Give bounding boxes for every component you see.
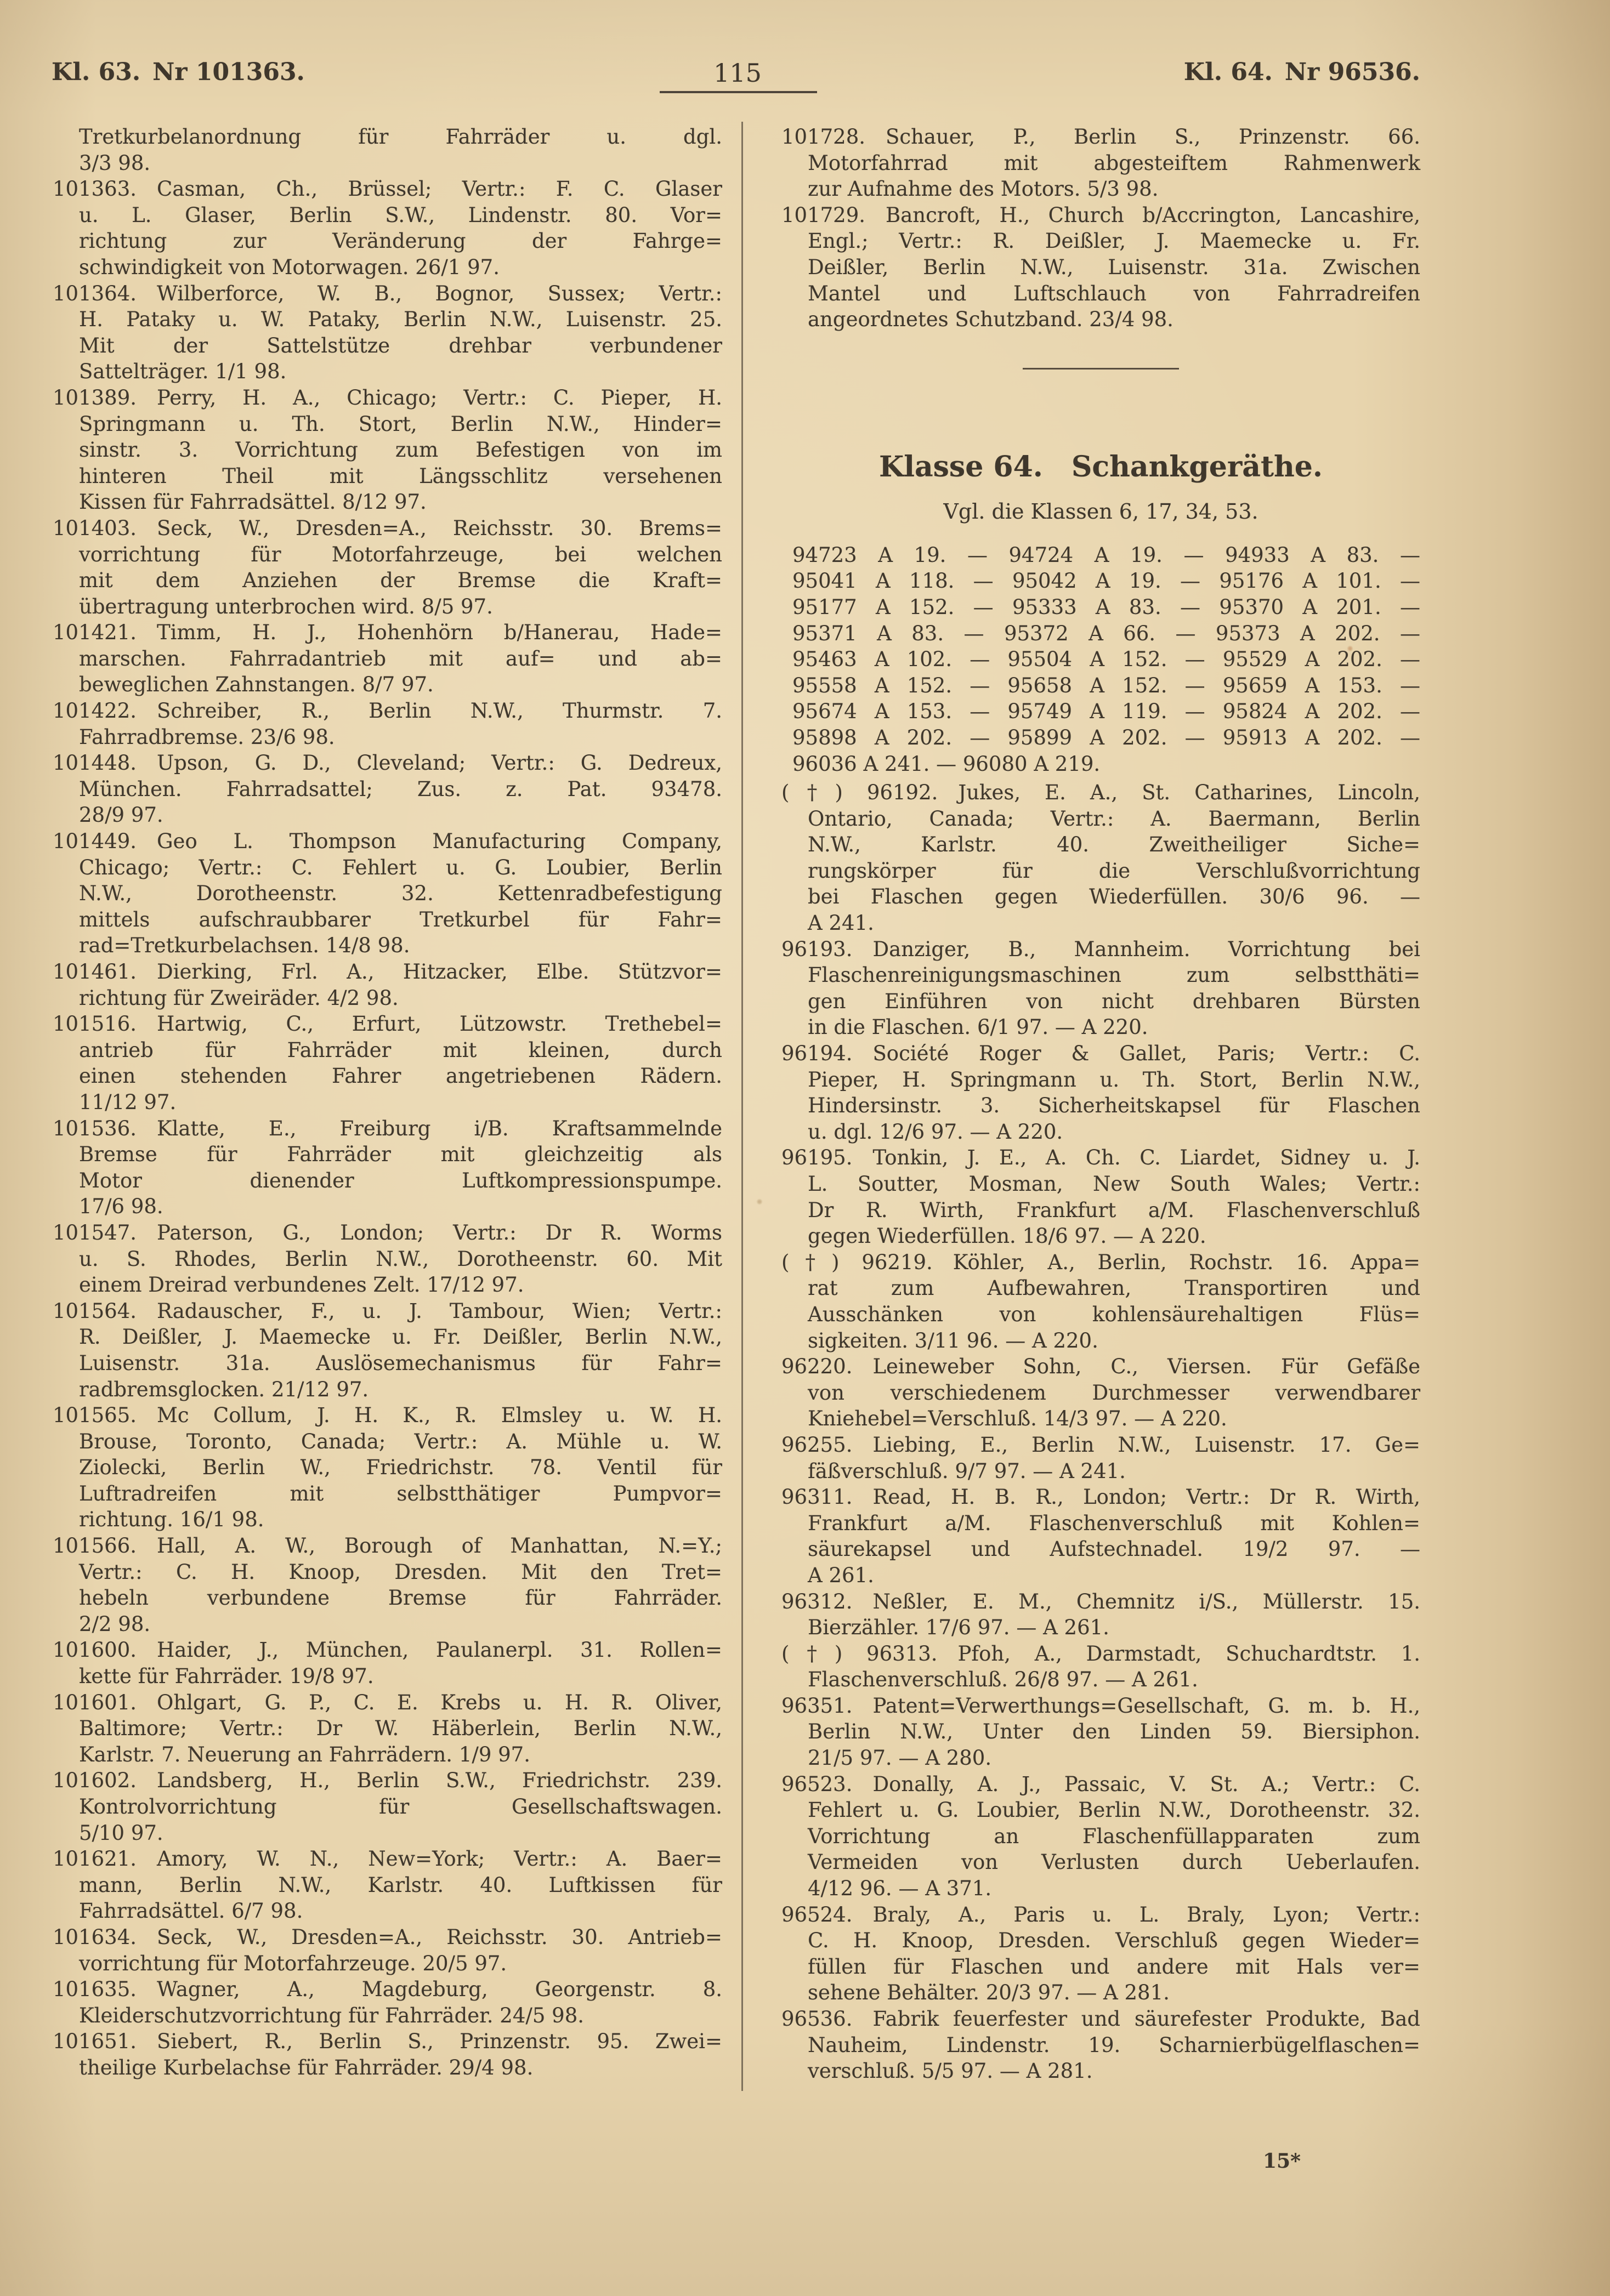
entry-line: Sattelträger. 1/1 98. — [79, 360, 287, 384]
entry-line: Flaschenverschluß. 26/8 97. — A 261. — [808, 1668, 1198, 1692]
entry-line: Kontrolvorrichtung für Gesellschaftswagen. — [79, 1795, 722, 1818]
reference-number-line: 95463 A 102. — 95504 A 152. — 95529 A 202. — — [792, 647, 1420, 672]
entry-line: richtung für Zweiräder. 4/2 98. — [79, 986, 399, 1010]
entry-first-line: 101729. Bancroft, H., Church b/Accrington, Lancashire, — [781, 203, 1420, 227]
entry-line: verschluß. 5/5 97. — A 281. — [808, 2059, 1093, 2083]
entry-first-line: 96220. Leineweber Sohn, C., Viersen. Für Gefäße — [781, 1355, 1420, 1379]
entry-line: Fahrradsättel. 6/7 98. — [79, 1899, 303, 1923]
entry-line: radbremsglocken. 21/12 97. — [79, 1377, 369, 1401]
entry-line: Kleiderschutzvorrichtung für Fahrräder. 24/5 98. — [79, 2003, 584, 2027]
entry-line: vorrichtung für Motorfahrzeuge. 20/5 97. — [79, 1951, 507, 1975]
entry-line: fäßverschluß. 9/7 97. — A 241. — [808, 1459, 1126, 1483]
entry-line: sigkeiten. 3/11 96. — A 220. — [808, 1328, 1098, 1352]
patent-entry — [53, 1533, 722, 1637]
entry-line: einen stehenden Fahrer angetriebenen Rädern. — [79, 1064, 722, 1088]
entry-line: Fahrradbremse. 23/6 98. — [79, 725, 335, 749]
entry-first-line: (†) 96192. Jukes, E. A., St. Catharines, Lincoln, — [781, 781, 1420, 805]
patent-entry — [781, 1432, 1420, 1484]
page-number: 115 — [713, 58, 762, 88]
entry-line: u. L. Glaser, Berlin S.W., Lindenstr. 80. Vor= — [79, 203, 722, 227]
entry-line: angeordnetes Schutzband. 23/4 98. — [808, 308, 1174, 332]
entry-line: sinstr. 3. Vorrichtung zum Befestigen von im — [79, 438, 722, 462]
patent-entry — [53, 1637, 722, 1689]
entry-first-line: (†) 96219. Köhler, A., Berlin, Rochstr. 16. Appa= — [781, 1250, 1420, 1274]
patent-entry — [53, 750, 722, 828]
entry-line: Brouse, Toronto, Canada; Vertr.: A. Mühle u. W. — [79, 1429, 722, 1453]
entry-line: gegen Wiederfüllen. 18/6 97. — A 220. — [808, 1224, 1206, 1248]
entry-first-line: 96255. Liebing, E., Berlin N.W., Luisenstr. 17. Ge= — [781, 1433, 1420, 1457]
entry-line: rad=Tretkurbelachsen. 14/8 98. — [79, 934, 410, 958]
reference-number-line: 95041 A 118. — 95042 A 19. — 95176 A 101. — — [792, 569, 1420, 593]
patent-entry — [53, 2028, 722, 2081]
entry-first-line: 101364. Wilberforce, W. B., Bognor, Sussex; Vertr.: — [53, 281, 722, 305]
entry-line: N.W., Karlstr. 40. Zweitheiliger Siche= — [808, 833, 1420, 857]
entry-line: marschen. Fahrradantrieb mit auf= und ab= — [79, 646, 722, 670]
entry-line: vorrichtung für Motorfahrzeuge, bei welchen — [79, 542, 722, 566]
patent-entry — [781, 1484, 1420, 1588]
entry-first-line: 96194. Société Roger & Gallet, Paris; Vertr.: C. — [781, 1042, 1420, 1066]
entry-line: mittels aufschraubbarer Tretkurbel für Fahr= — [79, 907, 722, 931]
entry-line: Chicago; Vertr.: C. Fehlert u. G. Loubier, Berlin — [79, 855, 722, 879]
entry-line: Vermeiden von Verlusten durch Ueberlaufen. — [808, 1850, 1420, 1874]
patent-entry — [53, 1402, 722, 1533]
patent-entry — [781, 202, 1420, 333]
entry-line: sehene Behälter. 20/3 97. — A 281. — [808, 1981, 1170, 2005]
entry-line: R. Deißler, J. Maemecke u. Fr. Deißler, Berlin N.W., — [79, 1325, 722, 1349]
entry-line: Ontario, Canada; Vertr.: A. Baermann, Berlin — [808, 806, 1420, 831]
left-column — [53, 124, 722, 2081]
entry-line: bei Flaschen gegen Wiederfüllen. 30/6 96. — — [808, 885, 1420, 909]
section-separator-rule — [1023, 368, 1179, 370]
patent-entry — [53, 1220, 722, 1298]
entry-first-line: 101728. Schauer, P., Berlin S., Prinzenstr. 66. — [781, 125, 1420, 149]
header-class-left: Kl. 63. Nr 101363. — [52, 58, 305, 86]
entry-first-line: 101461. Dierking, Frl. A., Hitzacker, Elbe. Stützvor= — [53, 960, 722, 984]
entry-line: u. S. Rhodes, Berlin N.W., Dorotheenstr. 60. Mit — [79, 1247, 722, 1271]
entry-line: hinteren Theil mit Längsschlitz versehenen — [79, 464, 722, 488]
entry-line: 4/12 96. — A 371. — [808, 1877, 992, 1901]
signature-mark: 15* — [1263, 2150, 1301, 2173]
class63-continued-entries — [781, 124, 1420, 333]
reference-number-line: 95674 A 153. — 95749 A 119. — 95824 A 202. — — [792, 700, 1420, 724]
patent-entry — [53, 620, 722, 698]
entry-line: 28/9 97. — [79, 803, 163, 827]
patent-entry — [53, 1690, 722, 1768]
entry-first-line: 101516. Hartwig, C., Erfurt, Lützowstr. Trethebel= — [53, 1012, 722, 1036]
patent-entry — [53, 176, 722, 280]
reference-number-line: 94723 A 19. — 94724 A 19. — 94933 A 83. — — [792, 543, 1420, 567]
entry-first-line: 101621. Amory, W. N., New=York; Vertr.: A. Baer= — [53, 1847, 722, 1871]
reference-number-line: 96036 A 241. — 96080 A 219. — [792, 752, 1101, 776]
entry-first-line: 101564. Radauscher, F., u. J. Tambour, Wien; Vertr.: — [53, 1299, 722, 1323]
patent-entry — [781, 1641, 1420, 1693]
patent-entry — [781, 936, 1420, 1041]
entry-first-line: 101448. Upson, G. D., Cleveland; Vertr.: G. Dedreux, — [53, 751, 722, 775]
entry-first-line: 101421. Timm, H. J., Hohenhörn b/Hanerau, Hade= — [53, 621, 722, 645]
entry-line: richtung. 16/1 98. — [79, 1508, 264, 1532]
entry-line: übertragung unterbrochen wird. 8/5 97. — [79, 594, 493, 618]
entry-first-line: 96523. Donally, A. J., Passaic, V. St. A.; Vertr.: C. — [781, 1772, 1420, 1796]
patent-entry — [53, 124, 722, 176]
entry-first-line: 101547. Paterson, G., London; Vertr.: Dr R. Worms — [53, 1220, 722, 1244]
class64-entries — [781, 780, 1420, 2084]
patent-entry — [53, 1976, 722, 2028]
entry-line: u. dgl. 12/6 97. — A 220. — [808, 1119, 1063, 1144]
patent-entry — [53, 698, 722, 750]
carryover-line: Tretkurbelanordnung für Fahrräder u. dgl. — [79, 125, 722, 149]
entry-line: 11/12 97. — [79, 1090, 177, 1114]
entry-first-line: 96193. Danziger, B., Mannheim. Vorrichtung bei — [781, 937, 1420, 961]
entry-line: kette für Fahrräder. 19/8 97. — [79, 1664, 374, 1689]
patent-entry — [781, 1354, 1420, 1432]
patent-entry — [53, 1298, 722, 1402]
entry-line: 17/6 98. — [79, 1195, 163, 1219]
patent-entry — [781, 1902, 1420, 2006]
patent-entry — [781, 1589, 1420, 1641]
entry-line: H. Pataky u. W. Pataky, Berlin N.W., Luisenstr. 25. — [79, 308, 722, 332]
entry-line: L. Soutter, Mosman, New South Wales; Vertr.: — [808, 1172, 1420, 1196]
entry-line: Karlstr. 7. Neuerung an Fahrrädern. 1/9 97. — [79, 1742, 530, 1766]
section-title: Klasse 64. Schankgeräthe. — [879, 450, 1323, 484]
entry-line: Frankfurt a/M. Flaschenverschluß mit Kohlen= — [808, 1511, 1420, 1535]
entry-first-line: 101602. Landsberg, H., Berlin S.W., Friedrichstr. 239. — [53, 1769, 722, 1793]
entry-first-line: 101565. Mc Collum, J. H. K., R. Elmsley u. W. H. — [53, 1403, 722, 1428]
entry-line: Bierzähler. 17/6 97. — A 261. — [808, 1616, 1109, 1640]
entry-first-line: 96195. Tonkin, J. E., A. Ch. C. Liardet, Sidney u. J. — [781, 1146, 1420, 1170]
patent-entry — [781, 1693, 1420, 1771]
carryover-line: 3/3 98. — [79, 151, 151, 175]
patent-entry — [53, 385, 722, 515]
entry-line: Vertr.: C. H. Knoop, Dresden. Mit den Tret= — [79, 1560, 722, 1584]
entry-line: Motorfahrrad mit abgesteiftem Rahmenwerk — [808, 151, 1420, 175]
entry-first-line: 101536. Klatte, E., Freiburg i/B. Kraftsammelnde — [53, 1116, 722, 1140]
entry-line: Kniehebel=Verschluß. 14/3 97. — A 220. — [808, 1407, 1227, 1431]
entry-line: Berlin N.W., Unter den Linden 59. Biersiphon. — [808, 1720, 1420, 1744]
patent-entry — [53, 1846, 722, 1924]
entry-line: Hindersinstr. 3. Sicherheitskapsel für Flaschen — [808, 1094, 1420, 1118]
entry-line: C. H. Knoop, Dresden. Verschluß gegen Wieder= — [808, 1929, 1420, 1953]
entry-line: hebeln verbundene Bremse für Fahrräder. — [79, 1586, 722, 1610]
entry-line: A 241. — [808, 911, 874, 935]
entry-first-line: (†) 96313. Pfoh, A., Darmstadt, Schuchardtstr. 1. — [781, 1641, 1420, 1666]
entry-line: Bremse für Fahrräder mit gleichzeitig als — [79, 1143, 722, 1167]
patent-entry — [53, 1011, 722, 1115]
entry-line: Luftradreifen mit selbstthätiger Pumpvor= — [79, 1481, 722, 1505]
reference-number-line: 95177 A 152. — 95333 A 83. — 95370 A 201. — — [792, 595, 1420, 619]
entry-line: Mantel und Luftschlauch von Fahrradreifen — [808, 281, 1420, 305]
patent-entry — [53, 828, 722, 959]
entry-first-line: 101422. Schreiber, R., Berlin N.W., Thurmstr. 7. — [53, 699, 722, 723]
patent-entry — [53, 1768, 722, 1846]
entry-first-line: 101566. Hall, A. W., Borough of Manhattan, N.=Y.; — [53, 1534, 722, 1558]
entry-line: 5/10 97. — [79, 1821, 163, 1845]
entry-first-line: 96524. Braly, A., Paris u. L. Braly, Lyon; Vertr.: — [781, 1902, 1420, 1926]
patent-entry — [781, 780, 1420, 936]
entry-line: Deißler, Berlin N.W., Luisenstr. 31a. Zwischen — [808, 255, 1420, 279]
patent-entry — [781, 1145, 1420, 1249]
entry-line: N.W., Dorotheenstr. 32. Kettenradbefestigung — [79, 882, 722, 906]
header-class-right: Kl. 64. Nr 96536. — [1183, 58, 1420, 86]
entry-line: mann, Berlin N.W., Karlstr. 40. Luftkissen für — [79, 1873, 722, 1897]
entry-line: mit dem Anziehen der Bremse die Kraft= — [79, 569, 722, 593]
entry-first-line: 96536. Fabrik feuerfester und säurefester Produkte, Bad — [781, 2007, 1420, 2031]
entry-line: einem Dreirad verbundenes Zelt. 17/12 97. — [79, 1273, 524, 1297]
patent-entry — [53, 1924, 722, 1976]
entry-line: Ausschänken von kohlensäurehaltigen Flüs= — [808, 1302, 1420, 1326]
entry-line: beweglichen Zahnstangen. 8/7 97. — [79, 673, 434, 697]
patent-entry — [53, 1116, 722, 1220]
patent-entry — [53, 515, 722, 620]
entry-line: antrieb für Fahrräder mit kleinen, durch — [79, 1038, 722, 1062]
entry-line: schwindigkeit von Motorwagen. 26/1 97. — [79, 255, 500, 279]
entry-first-line: 96312. Neßler, E. M., Chemnitz i/S., Müllerstr. 15. — [781, 1589, 1420, 1613]
entry-first-line: 101600. Haider, J., München, Paulanerpl. 31. Rollen= — [53, 1638, 722, 1662]
entry-line: Nauheim, Lindenstr. 19. Scharnierbügelflaschen= — [808, 2033, 1420, 2057]
entry-line: Luisenstr. 31a. Auslösemechanismus für Fahr= — [79, 1351, 722, 1375]
entry-first-line: 101601. Ohlgart, G. P., C. E. Krebs u. H. R. Oliver, — [53, 1690, 722, 1714]
patent-entry — [781, 1041, 1420, 1145]
patent-entry — [781, 1249, 1420, 1354]
entry-line: 2/2 98. — [79, 1612, 151, 1636]
patent-entry — [53, 959, 722, 1011]
patent-entry — [781, 2006, 1420, 2084]
entry-line: zur Aufnahme des Motors. 5/3 98. — [808, 177, 1159, 201]
patent-entry — [781, 1771, 1420, 1902]
entry-first-line: 101363. Casman, Ch., Brüssel; Vertr.: F. C. Glaser — [53, 177, 722, 201]
entry-line: theilige Kurbelachse für Fahrräder. 29/4 98. — [79, 2055, 534, 2079]
entry-first-line: 101403. Seck, W., Dresden=A., Reichsstr. 30. Brems= — [53, 516, 722, 540]
entry-line: Engl.; Vertr.: R. Deißler, J. Maemecke u. Fr. — [808, 229, 1420, 253]
entry-first-line: 101651. Siebert, R., Berlin S., Prinzenstr. 95. Zwei= — [53, 2030, 722, 2054]
reference-number-line: 95371 A 83. — 95372 A 66. — 95373 A 202. — — [792, 621, 1420, 645]
entry-line: Motor dienender Luftkompressionspumpe. — [79, 1168, 722, 1192]
reference-number-line: 95898 A 202. — 95899 A 202. — 95913 A 202. — — [792, 725, 1420, 749]
patent-entry — [781, 124, 1420, 202]
entry-first-line: 101389. Perry, H. A., Chicago; Vertr.: C. Pieper, H. — [53, 385, 722, 410]
entry-line: rungskörper für die Verschlußvorrichtung — [808, 859, 1420, 883]
page-number-rule — [660, 91, 817, 93]
entry-first-line: 101634. Seck, W., Dresden=A., Reichsstr. 30. Antrieb= — [53, 1925, 722, 1949]
column-divider-rule — [741, 122, 743, 2091]
entry-line: in die Flaschen. 6/1 97. — A 220. — [808, 1015, 1148, 1039]
entry-line: Flaschenreinigungsmaschinen zum selbstthäti= — [808, 963, 1420, 987]
entry-line: gen Einführen von nicht drehbaren Bürsten — [808, 989, 1420, 1013]
entry-first-line: 96351. Patent=Verwerthungs=Gesellschaft, G. m. b. H., — [781, 1693, 1420, 1718]
entry-first-line: 101635. Wagner, A., Magdeburg, Georgenstr. 8. — [53, 1977, 722, 2002]
entry-line: München. Fahrradsattel; Zus. z. Pat. 93478. — [79, 777, 722, 801]
entry-line: Vorrichtung an Flaschenfüllapparaten zum — [808, 1824, 1420, 1848]
entry-first-line: 96311. Read, H. B. R., London; Vertr.: Dr R. Wirth, — [781, 1485, 1420, 1509]
patent-entry — [53, 281, 722, 385]
reference-number-list — [781, 542, 1420, 777]
entry-line: Dr R. Wirth, Frankfurt a/M. Flaschenverschluß — [808, 1198, 1420, 1222]
entry-line: Pieper, H. Springmann u. Th. Stort, Berlin N.W., — [808, 1067, 1420, 1092]
entry-line: 21/5 97. — A 280. — [808, 1746, 992, 1770]
entry-line: rat zum Aufbewahren, Transportiren und — [808, 1276, 1420, 1300]
entry-line: Springmann u. Th. Stort, Berlin N.W., Hinder= — [79, 412, 722, 436]
entry-line: Mit der Sattelstütze drehbar verbundener — [79, 333, 722, 357]
entry-line: säurekapsel und Aufstechnadel. 19/2 97. — — [808, 1537, 1420, 1561]
entry-line: A 261. — [808, 1563, 874, 1587]
entry-line: Baltimore; Vertr.: Dr W. Häberlein, Berlin N.W., — [79, 1717, 722, 1741]
entry-line: Ziolecki, Berlin W., Friedrichstr. 78. Ventil für — [79, 1456, 722, 1480]
entry-line: von verschiedenem Durchmesser verwendbarer — [808, 1380, 1420, 1405]
entry-line: richtung zur Veränderung der Fahrge= — [79, 229, 722, 253]
reference-number-line: 95558 A 152. — 95658 A 152. — 95659 A 153. — — [792, 673, 1420, 697]
entry-line: füllen für Flaschen und andere mit Hals ver= — [808, 1954, 1420, 1979]
entry-first-line: 101449. Geo L. Thompson Manufacturing Company, — [53, 829, 722, 854]
entry-line: Kissen für Fahrradsättel. 8/12 97. — [79, 490, 427, 514]
entry-line: Fehlert u. G. Loubier, Berlin N.W., Dorotheenstr. 32. — [808, 1798, 1420, 1822]
right-column — [781, 124, 1420, 2084]
section-subtitle: Vgl. die Klassen 6, 17, 34, 53. — [943, 499, 1258, 524]
